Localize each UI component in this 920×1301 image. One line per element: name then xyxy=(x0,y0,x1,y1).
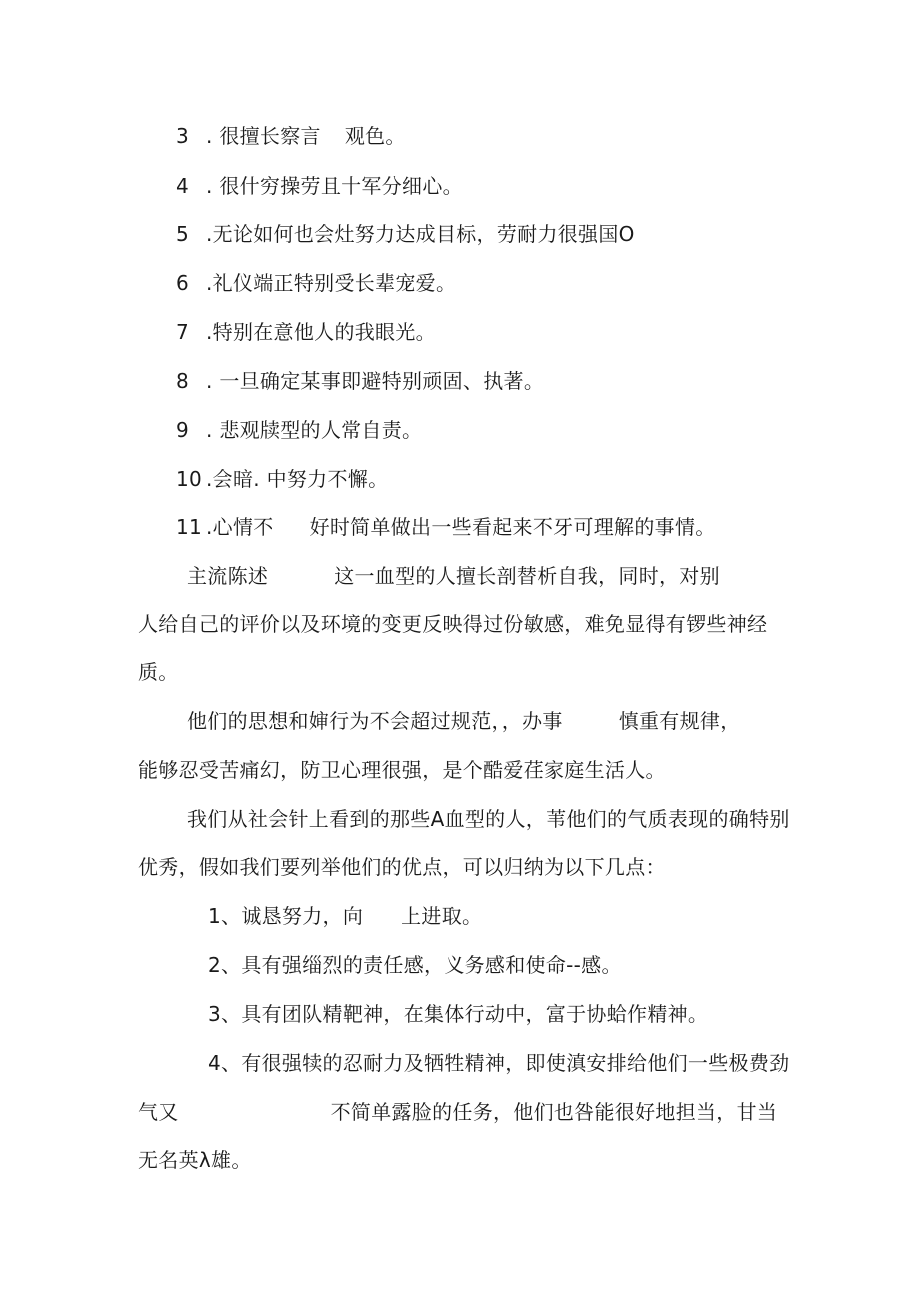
list-item: 1、诚恳努力，向 上进取。 xyxy=(208,904,483,928)
list-item: 7 .特别在意他人的我眼光。 xyxy=(176,320,436,344)
list-item: 8 . 一旦确定某事即避特别顽固、执著。 xyxy=(176,369,545,393)
list-item: 3、具有团队精靶神，在集体行动中，富于协蛤作精神。 xyxy=(208,1002,709,1026)
list-item: 10 .会暗. 中努力不懈。 xyxy=(176,467,389,491)
paragraph-line: 主流陈述 这一血型的人擅长剖替析自我，同时，对别 xyxy=(187,564,720,588)
list-item: 5 .无论如何也会灶努力达成目标，劳耐力很强国O xyxy=(176,222,635,246)
list-item: 4 . 很什穷操劳且十军分细心。 xyxy=(176,174,463,198)
list-item: 6 .礼仪端正特别受长辈宠爱。 xyxy=(176,271,457,295)
list-item: 3 . 很擅长察言 观色。 xyxy=(176,124,406,148)
paragraph-line: 人给自己的评价以及环境的变更反映得过份敏感，难免显得有锣些神经 xyxy=(138,612,768,636)
paragraph-line: 能够忍受苦痛幻，防卫心理很强，是个酷爱荏家庭生活人。 xyxy=(138,758,666,782)
paragraph-line: 无名英λ雄。 xyxy=(138,1148,252,1172)
list-item: 2、具有强缁烈的责任感，义务感和使命--感。 xyxy=(208,953,622,977)
paragraph-line: 我们从社会针上看到的那些A血型的人，苇他们的气质表现的确特别 xyxy=(187,807,790,831)
list-item: 9 . 悲观牍型的人常自责。 xyxy=(176,418,423,442)
paragraph-line: 质。 xyxy=(138,660,179,684)
paragraph-line: 他们的思想和婶行为不会超过规范，，办事 慎重有规律， xyxy=(187,709,741,733)
paragraph-line: 气又 不简单露脸的任务，他们也咎能很好地担当，甘当 xyxy=(138,1100,778,1124)
list-item: 11 .心情不 好时简单做出一些看起来不牙可理解的事情。 xyxy=(176,515,716,539)
list-item: 4、有很强犊的忍耐力及牺牲精神，即使滇安排给他们一些极费劲 xyxy=(208,1051,790,1075)
paragraph-line: 优秀，假如我们要列举他们的优点，可以归纳为以下几点： xyxy=(138,855,666,879)
